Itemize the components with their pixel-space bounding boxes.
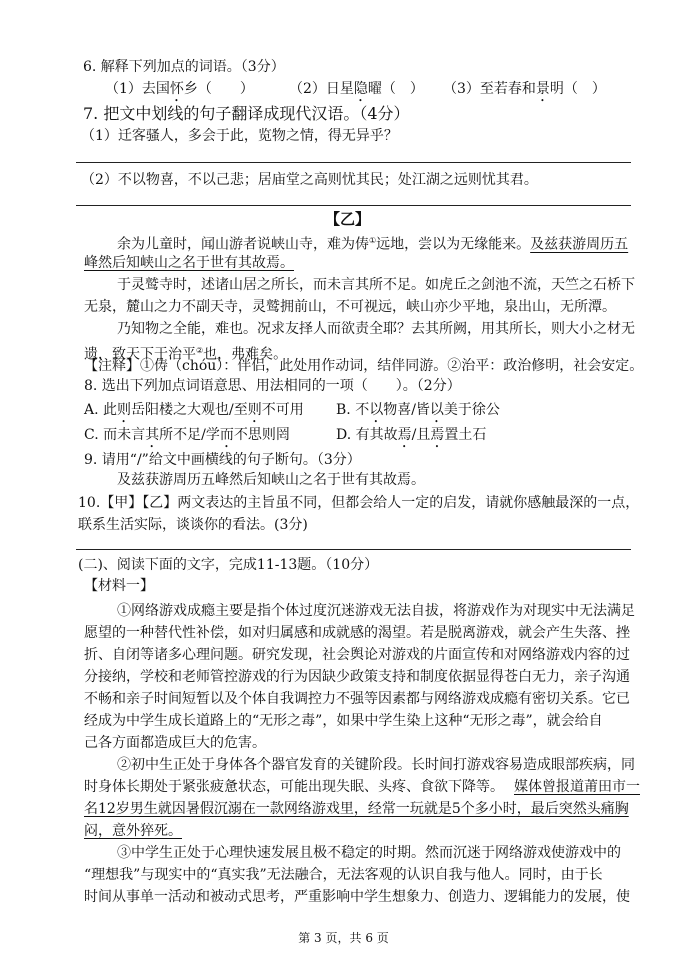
material-1-p1-line-5: 不畅和亲子时间短暂以及个体自我调控力不强等因素都与网络游戏成瘾有密切关系。它已 (84, 691, 630, 707)
passage-yi-heading: 【乙】 (325, 210, 371, 228)
material-1-p2-line-3: 名12岁男生就因暑假沉溺在一款网络游戏里，经常一玩就是5个多小时，最后突然头痛胸 (84, 801, 629, 817)
q9-title: 9. 请用“/”给文中画横线的句子断句。（3分） (84, 452, 361, 468)
material-1-p3-line-3: 时间从事单一活动和被动式思考，严重影响中学生想象力、创造力、逻辑能力的发展，使 (84, 889, 630, 905)
q8-title: 8. 选出下列加点词语意思、用法相同的一项（ ）。（2分） (84, 378, 461, 394)
passage-yi-line-3: 于灵鹫寺时，述诸山居之所长，而未言其所不足。如虎丘之剑池不流，天竺之石桥下 (117, 277, 635, 293)
material-1-p3-line-1: ③中学生正处于心理快速发展且极不稳定的时期。然而沉迷于网络游戏使游戏中的 (117, 845, 621, 861)
answer-line (76, 205, 631, 206)
material-1-p3-line-2: “理想我”与现实中的“真实我”无法融合，无法客观的认识自我与他人。同时，由于长 (84, 867, 603, 883)
q10-line-1: 10.【甲】【乙】两文表达的主旨虽不同，但都会给人一定的启发，请就你感触最深的一点， (78, 495, 640, 511)
answer-line (76, 162, 631, 163)
q7-sentence-1: （1）迁客骚人，多会于此，览物之情，得无异乎？ (81, 128, 398, 144)
q8-option-a: A. 此则岳阳楼之大观也/至则不可用 (84, 402, 304, 418)
material-1-p2-line-4: 闷，意外猝死。 (84, 823, 182, 839)
passage-yi-line-2: 峰然后知峡山之名于世有其故焉。 (84, 255, 294, 271)
q8-option-d: D. 有其故焉/且焉置土石 (336, 427, 487, 443)
material-1-p1-line-6: 经成为中学生成长道路上的“无形之毒”，如果中学生染上这种“无形之毒”，就会给自 (84, 713, 603, 729)
q7-sentence-2: （2）不以物喜，不以己悲；居庙堂之高则忧其民；处江湖之远则忧其君。 (81, 172, 538, 188)
material-1-p2-line-2: 时身体长期处于紧张疲惫状态，可能出现失眠、头疼、食欲下降等。 媒体曾报道莆田市一 (84, 779, 640, 795)
section-2-title: (二)、阅读下面的文字，完成11-13题。（10分） (78, 557, 379, 573)
passage-yi-line-5: 乃知物之全能，难也。况求友择人而欲责全耶？去其所阙，用其所长，则大小之材无 (117, 321, 635, 337)
material-1-p1-line-4: 分接纳，学校和老师管控游戏的行为因缺少政策支持和制度依据显得苍白无力，亲子沟通 (84, 669, 630, 685)
q8-option-b: B. 不以物喜/皆以美于徐公 (336, 402, 500, 418)
passage-yi-line-1: 余为儿童时，闻山游者说峡山寺，难为俦①远地，尝以为无缘能来。及兹获游周历五 (117, 236, 629, 253)
material-1-p2-line-1: ②初中生正处于身体各个器官发育的关键阶段。长时间打游戏容易造成眼部疾病，同 (117, 757, 635, 773)
material-1-label: 【材料一】 (84, 578, 154, 594)
material-1-p1-line-7: 己各方面都造成巨大的危害。 (84, 735, 266, 751)
material-1-p1-line-3: 折、自闭等诸多心理问题。研究发现，社会舆论对游戏的片面宣传和对网络游戏内容的过 (84, 647, 630, 663)
passage-yi-line-6: 遗，致天下于治平②也，弗难矣。 (84, 346, 288, 363)
q7-title: 7. 把文中划线的句子翻译成现代汉语。（4分） (83, 104, 410, 123)
q10-line-2: 联系生活实际，谈谈你的看法。(3分) (78, 517, 308, 533)
passage-yi-note: 【注释】①俦（chóu）：伴侣，此处用作动词，结伴同游。②治平：政治修明，社会安定。 (84, 358, 644, 374)
q6-item-3: （3）至若春和景明（ ） (443, 81, 606, 97)
q6-item-1: （1）去国怀乡（ ） (105, 81, 254, 97)
q6-item-2: （2）日星隐曜（ ） (289, 81, 424, 97)
q8-option-c: C. 而未言其所不足/学而不思则罔 (84, 427, 290, 443)
material-1-p1-line-1: ①网络游戏成瘾主要是指个体过度沉迷游戏无法自拔，将游戏作为对现实中无法满足 (117, 603, 635, 619)
material-1-p1-line-2: 愿望的一种替代性补偿，如对归属感和成就感的渴望。若是脱离游戏，就会产生失落、挫 (84, 625, 630, 641)
q6-title: 6. 解释下列加点的词语。（3分） (83, 59, 285, 75)
page-number: 第 3 页，共 6 页 (298, 931, 389, 945)
passage-yi-line-4: 无泉，麓山之力不副天寺，灵鹫拥前山，不可视远，峡山亦少平地，泉出山，无所潭。 (84, 299, 616, 315)
q9-sentence: 及兹获游周历五峰然后知峡山之名于世有其故焉。 (117, 472, 425, 488)
answer-line (76, 549, 631, 550)
